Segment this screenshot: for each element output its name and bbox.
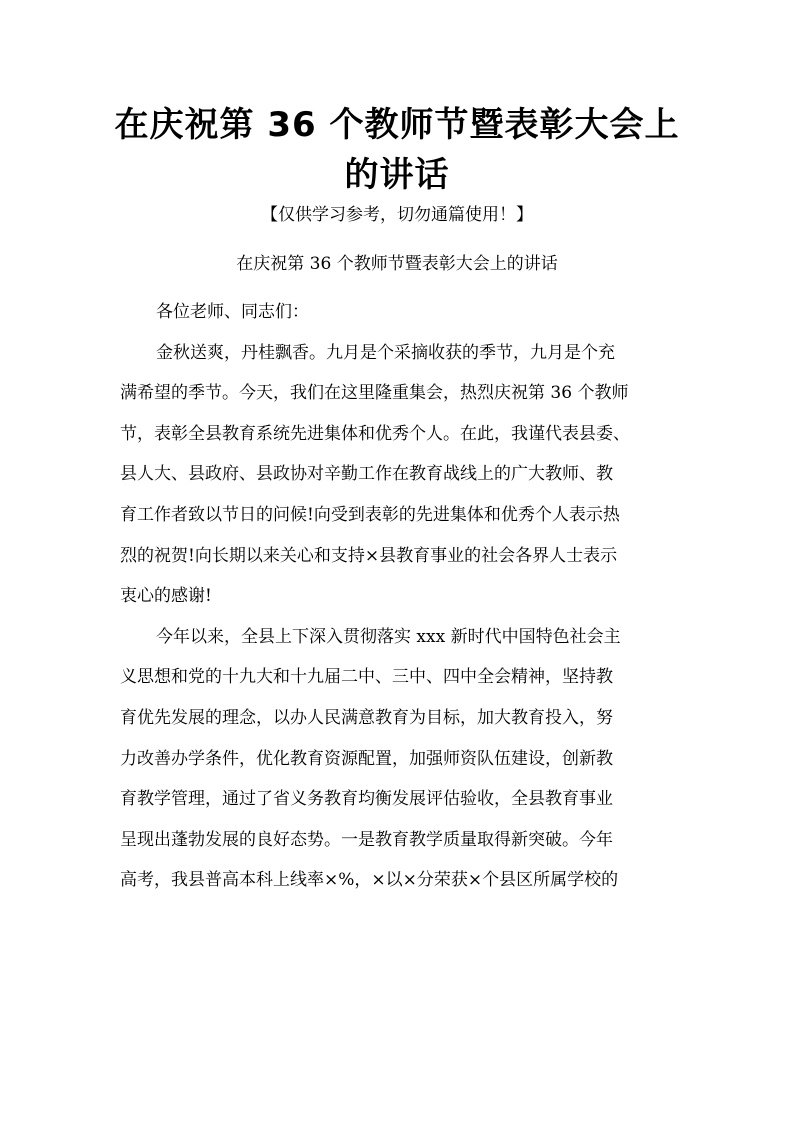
body-line: 呈现出蓬勃发展的良好态势。一是教育教学质量取得新突破。今年	[120, 829, 613, 850]
speech-subtitle: 在庆祝第 36 个教师节暨表彰大会上的讲话	[236, 254, 558, 274]
body-line: 今年以来，全县上下深入贯彻落实 xxx 新时代中国特色社会主	[156, 626, 621, 647]
body-line: 育教学管理，通过了省义务教育均衡发展评估验收，全县教育事业	[120, 789, 613, 810]
body-line: 县人大、县政府、县政协对辛勤工作在教育战线上的广大教师、教	[120, 464, 613, 485]
body-line: 力改善办学条件，优化教育资源配置，加强师资队伍建设，创新教	[120, 748, 613, 769]
body-line: 高考，我县普高本科上线率×%，×以×分荣获×个县区所属学校的	[120, 870, 619, 891]
title-line-2: 的讲话	[344, 155, 450, 195]
usage-note: 【仅供学习参考，切勿通篇使用！】	[261, 205, 533, 225]
body-line: 节，表彰全县教育系统先进集体和优秀个人。在此，我谨代表县委、	[120, 423, 630, 444]
body-line: 衷心的感谢!	[120, 586, 212, 607]
body-line: 育工作者致以节日的问候!向受到表彰的先进集体和优秀个人表示热	[120, 504, 620, 525]
document-title	[80, 100, 714, 200]
body-line: 金秋送爽，丹桂飘香。九月是个采摘收获的季节，九月是个充	[156, 342, 615, 363]
body-line: 育优先发展的理念，以办人民满意教育为目标，加大教育投入，努	[120, 707, 613, 728]
body-line: 满希望的季节。今天，我们在这里隆重集会，热烈庆祝第 36 个教师	[120, 383, 629, 404]
body-line: 各位老师、同志们：	[156, 302, 309, 322]
speech-body	[120, 298, 683, 907]
body-line: 义思想和党的十九大和十九届二中、三中、四中全会精神，坚持教	[120, 667, 613, 688]
body-line: 烈的祝贺!向长期以来关心和支持×县教育事业的社会各界人士表示	[120, 545, 618, 566]
title-line-1: 在庆祝第 36 个教师节暨表彰大会上	[114, 105, 680, 145]
